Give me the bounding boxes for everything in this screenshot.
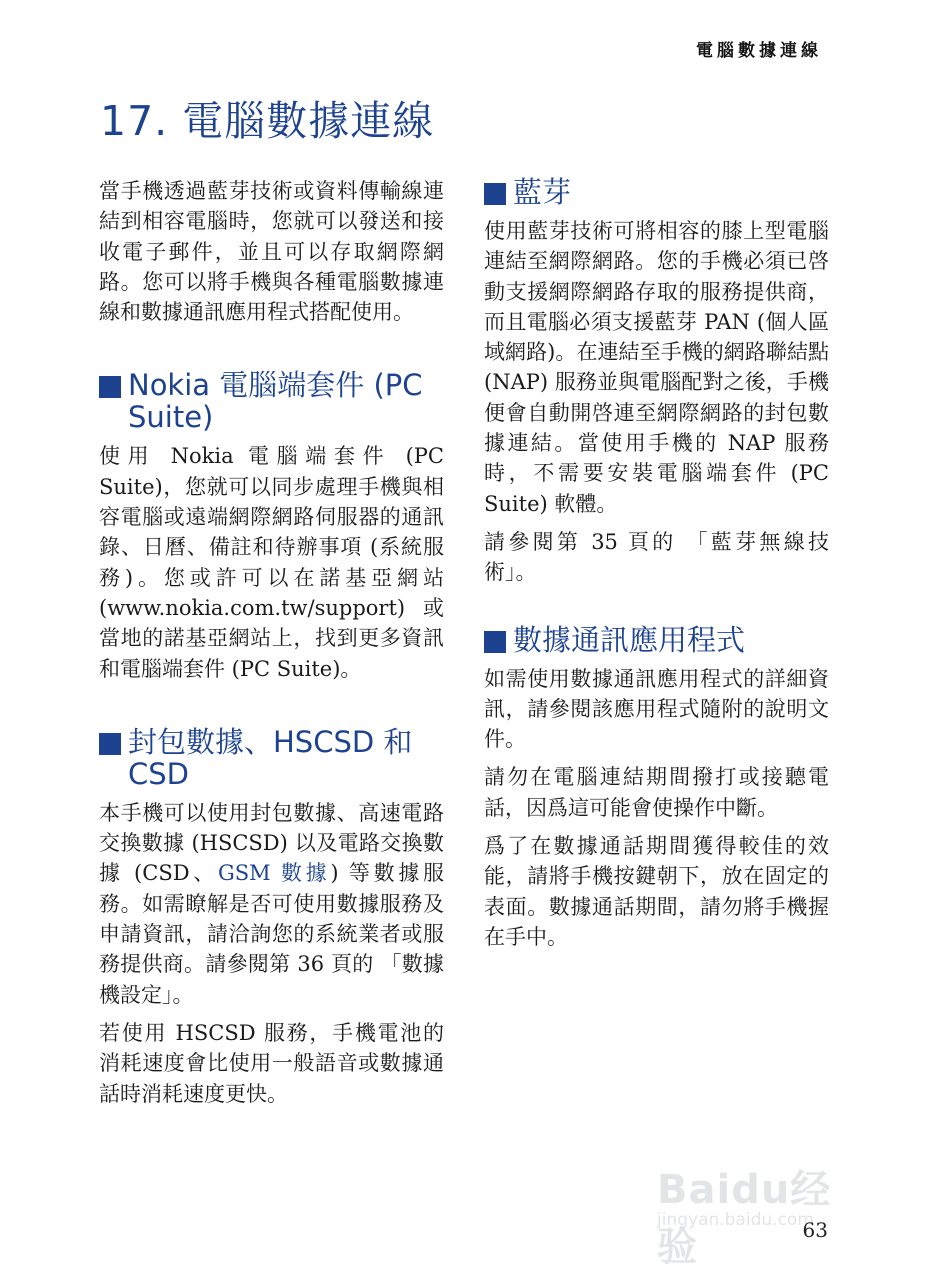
- data-apps-tip: 爲了在數據通話期間獲得較佳的效能，請將手機按鍵朝下，放在固定的表面。數據通話期間，請勿將手機握在手中。: [484, 834, 829, 949]
- page-number: 63: [802, 1218, 828, 1242]
- section-heading-data-apps: [484, 624, 829, 656]
- section-heading-text: 藍芽: [513, 175, 572, 209]
- section-heading-bluetooth: [484, 176, 829, 208]
- bluetooth-reference: 請參閱第 35 頁的 「藍芽無線技術」。: [484, 529, 829, 585]
- right-column: [484, 176, 829, 960]
- packet-text-before: 本手機可以使用封包數據、高速電路交換數據 (HSCSD) 以及電路交換數據 (CSD、: [99, 800, 444, 886]
- bluetooth-paragraph: 使用藍芽技術可將相容的膝上型電腦連結至網際網路。您的手機必須已啓動支援網際網路存取的服務提供商，而且電腦必須支援藍芽 PAN (個人區域網路)。在連結至手機的網路聯結點 (NAP) 服務並與電腦配對之後，手機便會自動開啓連至網際網路的封包數據連結。當使用手機的 NAP 服務時，不需要安裝電腦端套件 (PC Suite) 軟體。: [484, 219, 829, 516]
- data-apps-paragraph: 如需使用數據通訊應用程式的詳細資訊，請參閱該應用程式隨附的說明文件。: [484, 666, 829, 752]
- hscsd-paragraph: 若使用 HSCSD 服務，手機電池的消耗速度會比使用一般語音或數據通話時消耗速度更快。: [99, 1020, 444, 1106]
- data-apps-warning: 請勿在電腦連結期間撥打或接聽電話，因爲這可能會使操作中斷。: [484, 765, 829, 820]
- section-heading-pc-suite: [99, 369, 444, 433]
- baidu-watermark: [657, 1150, 867, 1270]
- packet-text-after: ) 等數據服務。如需瞭解是否可使用數據服務及申請資訊，請洽詢您的系統業者或服務提供商。請參閱第 36 頁的 「數據機設定」。: [99, 861, 444, 1007]
- section-heading-text: 數據通訊應用程式: [513, 622, 746, 657]
- chapter-title: 17. 電腦數據連線: [100, 97, 435, 145]
- intro-paragraph: 當手機透過藍芽技術或資料傳輸線連結到相容電腦時，您就可以發送和接收電子郵件，並且可以存取網際網路。您可以將手機與各種電腦數據連線和數據通訊應用程式搭配使用。: [99, 179, 444, 325]
- packet-data-paragraph: [99, 798, 444, 1010]
- left-column: [99, 176, 444, 1117]
- watermark-logo: Baidu经验: [657, 1167, 832, 1270]
- running-header: 電腦數據連線: [696, 41, 822, 61]
- gsm-data-link[interactable]: GSM 數據: [217, 861, 331, 886]
- section-heading-packet-data: [99, 726, 444, 790]
- section-heading-text: 封包數據、HSCSD 和 CSD: [128, 724, 413, 791]
- pc-suite-paragraph: 使用 Nokia 電腦端套件 (PC Suite)，您就可以同步處理手機與相容電腦或遠端網際網路伺服器的通訊錄、日曆、備註和待辦事項 (系統服務)。您或許可以在諾基亞網站 (www.nokia.com.tw/support) 或當地的諾基亞網站上，找到更多資訊和電腦端套件 (PC Suite)。: [99, 444, 444, 681]
- square-bullet-icon: [99, 733, 121, 755]
- square-bullet-icon: [484, 183, 506, 205]
- section-heading-text: Nokia 電腦端套件 (PC Suite): [128, 368, 423, 435]
- watermark-url: jingyan.baidu.com: [657, 1210, 814, 1230]
- square-bullet-icon: [99, 376, 121, 398]
- square-bullet-icon: [484, 631, 506, 653]
